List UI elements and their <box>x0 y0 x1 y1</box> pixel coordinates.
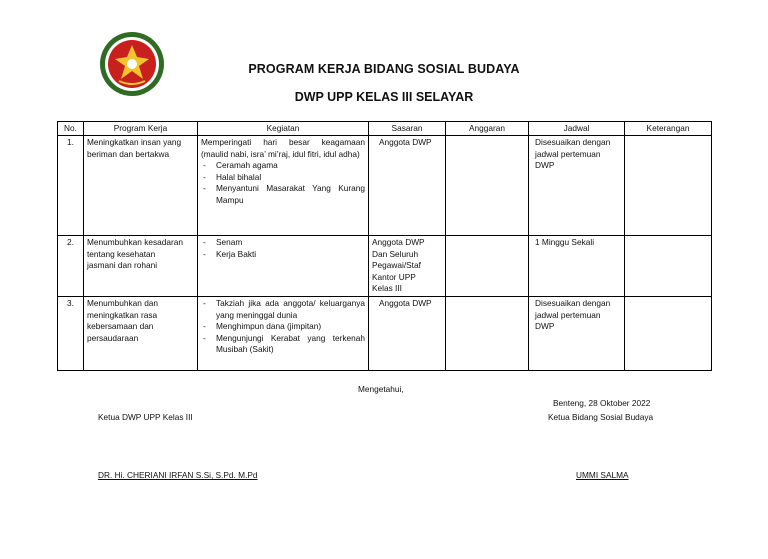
column-header-jadwal: Jadwal <box>529 122 625 136</box>
row-jadwal: Disesuaikan dengan jadwal pertemuan DWP <box>529 297 625 371</box>
table-row <box>58 136 712 236</box>
row-sasaran: Anggota DWP Dan Seluruh Pegawai/Staf Kantor UPP Kelas III <box>369 236 446 297</box>
column-header-kegiatan: Kegiatan <box>198 122 369 136</box>
column-header-anggaran: Anggaran <box>446 122 529 136</box>
table-header-row <box>58 122 712 136</box>
kegiatan-intro: Memperingati hari besar keagamaan (maulid nabi, isra’ mi’raj, idul fitri, idul adha) <box>201 137 365 159</box>
mengetahui-label: Mengetahui, <box>358 384 404 394</box>
place-date: Benteng, 28 Oktober 2022 <box>553 398 651 408</box>
program-table <box>57 121 712 371</box>
list-item: - Senam <box>201 237 365 249</box>
row-no: 1. <box>58 136 84 236</box>
row-keterangan <box>625 297 712 371</box>
table-row <box>58 297 712 371</box>
list-item: - Menyantuni Masarakat Yang Kurang Mampu <box>201 183 365 206</box>
row-no: 3. <box>58 297 84 371</box>
table-row <box>58 236 712 297</box>
list-item: - Ceramah agama <box>201 160 365 172</box>
row-anggaran <box>446 297 529 371</box>
row-program: Menumbuhkan kesadaran tentang kesehatan jasmani dan rohani <box>84 236 198 297</box>
list-item: - Halal bihalal <box>201 172 365 184</box>
row-keterangan <box>625 136 712 236</box>
page-title: PROGRAM KERJA BIDANG SOSIAL BUDAYA <box>248 62 520 76</box>
row-kegiatan <box>198 297 369 371</box>
list-item: - Mengunjungi Kerabat yang terkenah Musibah (Sakit) <box>201 333 365 356</box>
row-program: Meningkatkan insan yang beriman dan bertakwa <box>84 136 198 236</box>
column-header-program: Program Kerja <box>84 122 198 136</box>
left-signatory-name: DR. Hi. CHERIANI IRFAN S.Si, S.Pd. M.Pd <box>98 470 258 480</box>
right-signatory-role: Ketua Bidang Sosial Budaya <box>548 412 654 422</box>
row-kegiatan <box>198 136 369 236</box>
row-no: 2. <box>58 236 84 297</box>
row-sasaran: Anggota DWP <box>369 136 446 236</box>
list-item: - Kerja Bakti <box>201 249 365 261</box>
page-subtitle: DWP UPP KELAS III SELAYAR <box>294 90 474 104</box>
row-jadwal: Disesuaikan dengan jadwal pertemuan DWP <box>529 136 625 236</box>
row-kegiatan <box>198 236 369 297</box>
row-anggaran <box>446 136 529 236</box>
row-anggaran <box>446 236 529 297</box>
row-jadwal: 1 Minggu Sekali <box>529 236 625 297</box>
column-header-no: No. <box>58 122 84 136</box>
row-program: Menumbuhkan dan meningkatkan rasa kebersamaan dan persaudaraan <box>84 297 198 371</box>
right-signatory-name: UMMI SALMA <box>576 470 629 480</box>
row-sasaran: Anggota DWP <box>369 297 446 371</box>
column-header-sasaran: Sasaran <box>369 122 446 136</box>
column-header-keterangan: Keterangan <box>625 122 712 136</box>
list-item: - Takziah jika ada anggota/ keluarganya yang meninggal dunia <box>201 298 365 321</box>
list-item: - Menghimpun dana (jimpitan) <box>201 321 365 333</box>
left-signatory-role: Ketua DWP UPP Kelas III <box>98 412 193 422</box>
row-keterangan <box>625 236 712 297</box>
